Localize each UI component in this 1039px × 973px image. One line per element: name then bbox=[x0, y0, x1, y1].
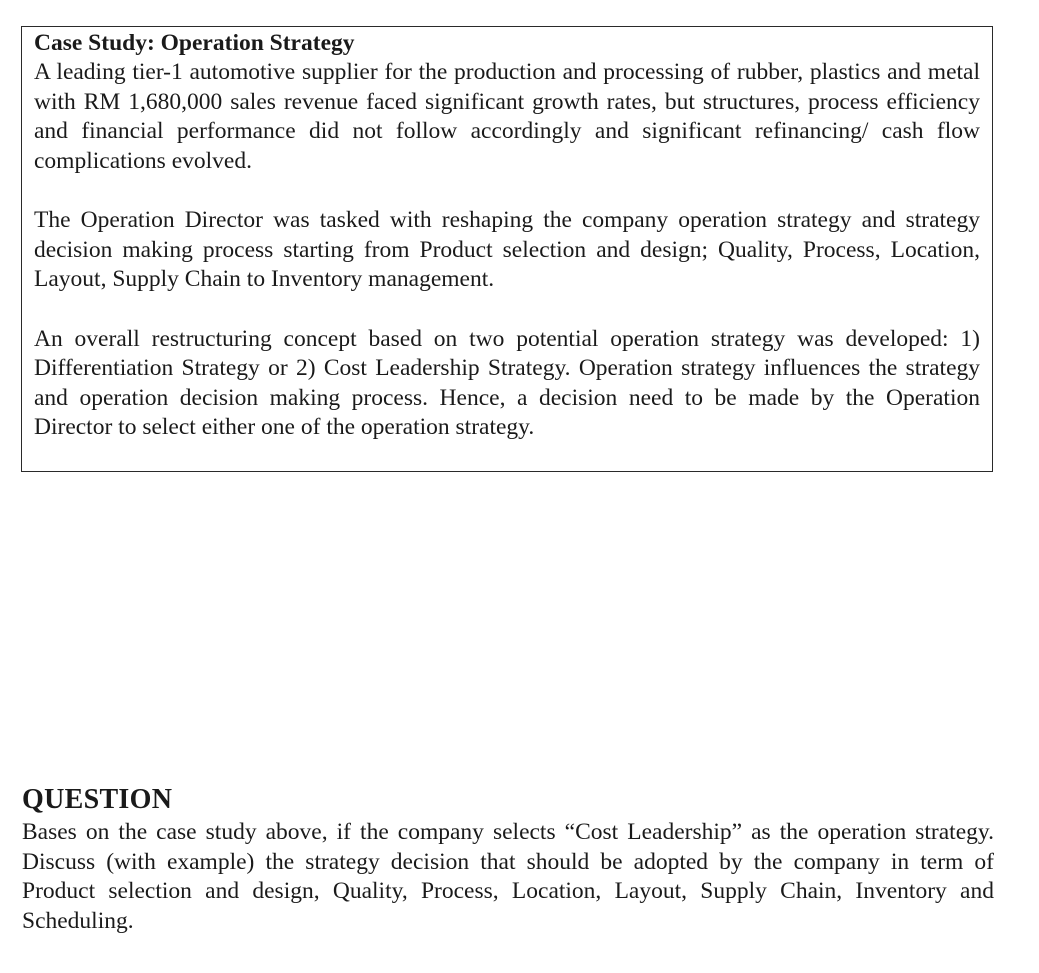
question-heading: QUESTION bbox=[22, 784, 173, 815]
case-study-box bbox=[21, 26, 993, 472]
case-study-paragraph-2: The Operation Director was tasked with reshaping the company operation strategy and strategy decision making process starting from Product selection and design; Quality, Process, Location, Layout, Supply Chain to Inventory management. bbox=[34, 207, 980, 292]
case-study-paragraph-3: An overall restructuring concept based on two potential operation strategy was developed: 1) Differentiation Strategy or 2) Cost Leadership Strategy. Operation strategy influences the strategy and operation decision making process. Hence, a decision need to be made by the Operation Director to select either one of the operation strategy. bbox=[34, 325, 980, 440]
case-study-paragraph-1: A leading tier-1 automotive supplier for the production and processing of rubber, plastics and metal with RM 1,680,000 sales revenue faced significant growth rates, but structures, process efficiency and financial performance did not follow accordingly and significant refinancing/ cash flow complications evolved. bbox=[34, 59, 980, 174]
question-text: Bases on the case study above, if the company selects “Cost Leadership” as the operation strategy. Discuss (with example) the strategy decision that should be adopted by the company in term of Product selection and design, Quality, Process, Location, Layout, Supply Chain, Inventory and Scheduling. bbox=[22, 819, 994, 934]
question-section bbox=[22, 784, 994, 936]
case-study-title: Case Study: Operation Strategy bbox=[34, 30, 355, 56]
